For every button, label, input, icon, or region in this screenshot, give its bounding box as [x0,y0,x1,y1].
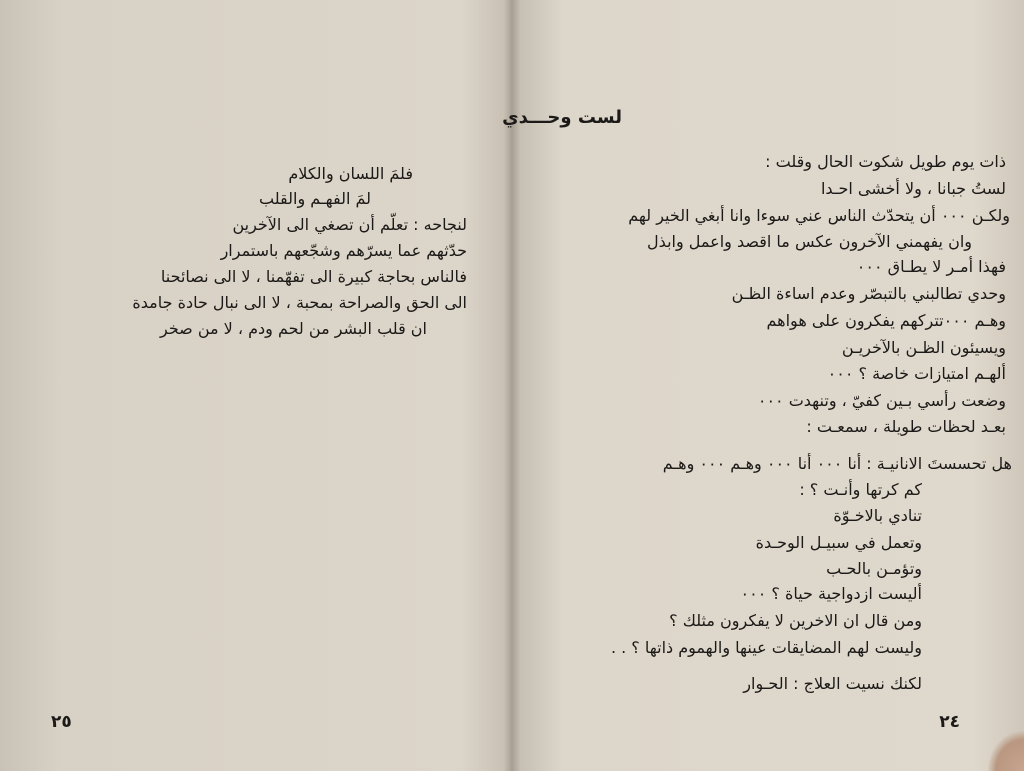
verse-line: لستُ جبانا ، ولا أخشى احـدا [820,179,1006,198]
verse-line: ذات يوم طويل شكوت الحال وقلت : [765,152,1006,171]
verse-line: لكنك نسيت العلاج : الحـوار [743,674,922,693]
verse-line: هل تحسستَ الانانيـة : أنا ٠٠٠ أنا ٠٠٠ وهـم ٠٠٠ وهـم [662,454,1012,473]
left-line: ان قلب البشر من لحم ودم ، لا من صخر [159,319,427,338]
verse-line: كم كرتها وأنـت ؟ : [799,480,922,499]
verse-line: ويسيئون الظـن بالآخريـن [841,338,1006,357]
page-number: ٢٤ [939,712,960,732]
verse-line: وهـم ٠٠٠تتركهم يفكرون على هواهم [766,311,1006,330]
page-title: لست وحـــدي [502,107,622,128]
verse-line: بعـد لحظات طويلة ، سمعـت : [806,417,1006,436]
verse-line: وليست لهم المضايقات عينها والهموم ذاتها ؟ . . [610,638,922,657]
page-number: ٢٥ [51,712,72,732]
left-line: فلمَ اللسان والكلام [288,164,413,183]
verse-line: وان يفهمني الآخرون عكس ما اقصد واعمل وابذل [647,232,972,251]
thumb-shadow [988,731,1024,771]
left-line: حدّثهم عما يسرّهم وشجّعهم باستمرار [220,241,467,260]
left-line: فالناس بحاجة كبيرة الى تفهّمنا ، لا الى نصائحنا [160,267,467,286]
verse-line: وتعمل في سبيـل الوحـدة [755,533,922,552]
left-line: لنجاحه : تعلّم أن تصغي الى الآخرين [232,215,467,234]
verse-line: ولكـن ٠٠٠ أن يتحدّث الناس عني سوءا وانا أبغي الخير لهم [628,206,1010,225]
verse-line: وضعت رأسي بـين كفيّ ، وتنهدت ٠٠٠ [757,391,1006,410]
verse-line: وحدي تطالبني بالتبصّر وعدم اساءة الظـن [731,284,1006,303]
left-line: الى الحق والصراحة بمحبة ، لا الى نبال حادة جامدة [132,293,467,312]
verse-line: ومن قال ان الاخرين لا يفكرون مثلك ؟ [669,611,922,630]
verse-line: تنادي بالاخـوّة [833,506,922,525]
verse-line: ألهـم امتيازات خاصة ؟ ٠٠٠ [827,364,1006,383]
verse-line: وتؤمـن بالحـب [826,559,922,578]
verse-line: أليست ازدواجية حياة ؟ ٠٠٠ [740,584,922,603]
left-page [0,0,511,771]
left-line: لمَ الفهـم والقلب [259,189,371,208]
verse-line: فهذا أمـر لا يطـاق ٠٠٠ [856,257,1006,276]
right-page [502,0,1024,771]
